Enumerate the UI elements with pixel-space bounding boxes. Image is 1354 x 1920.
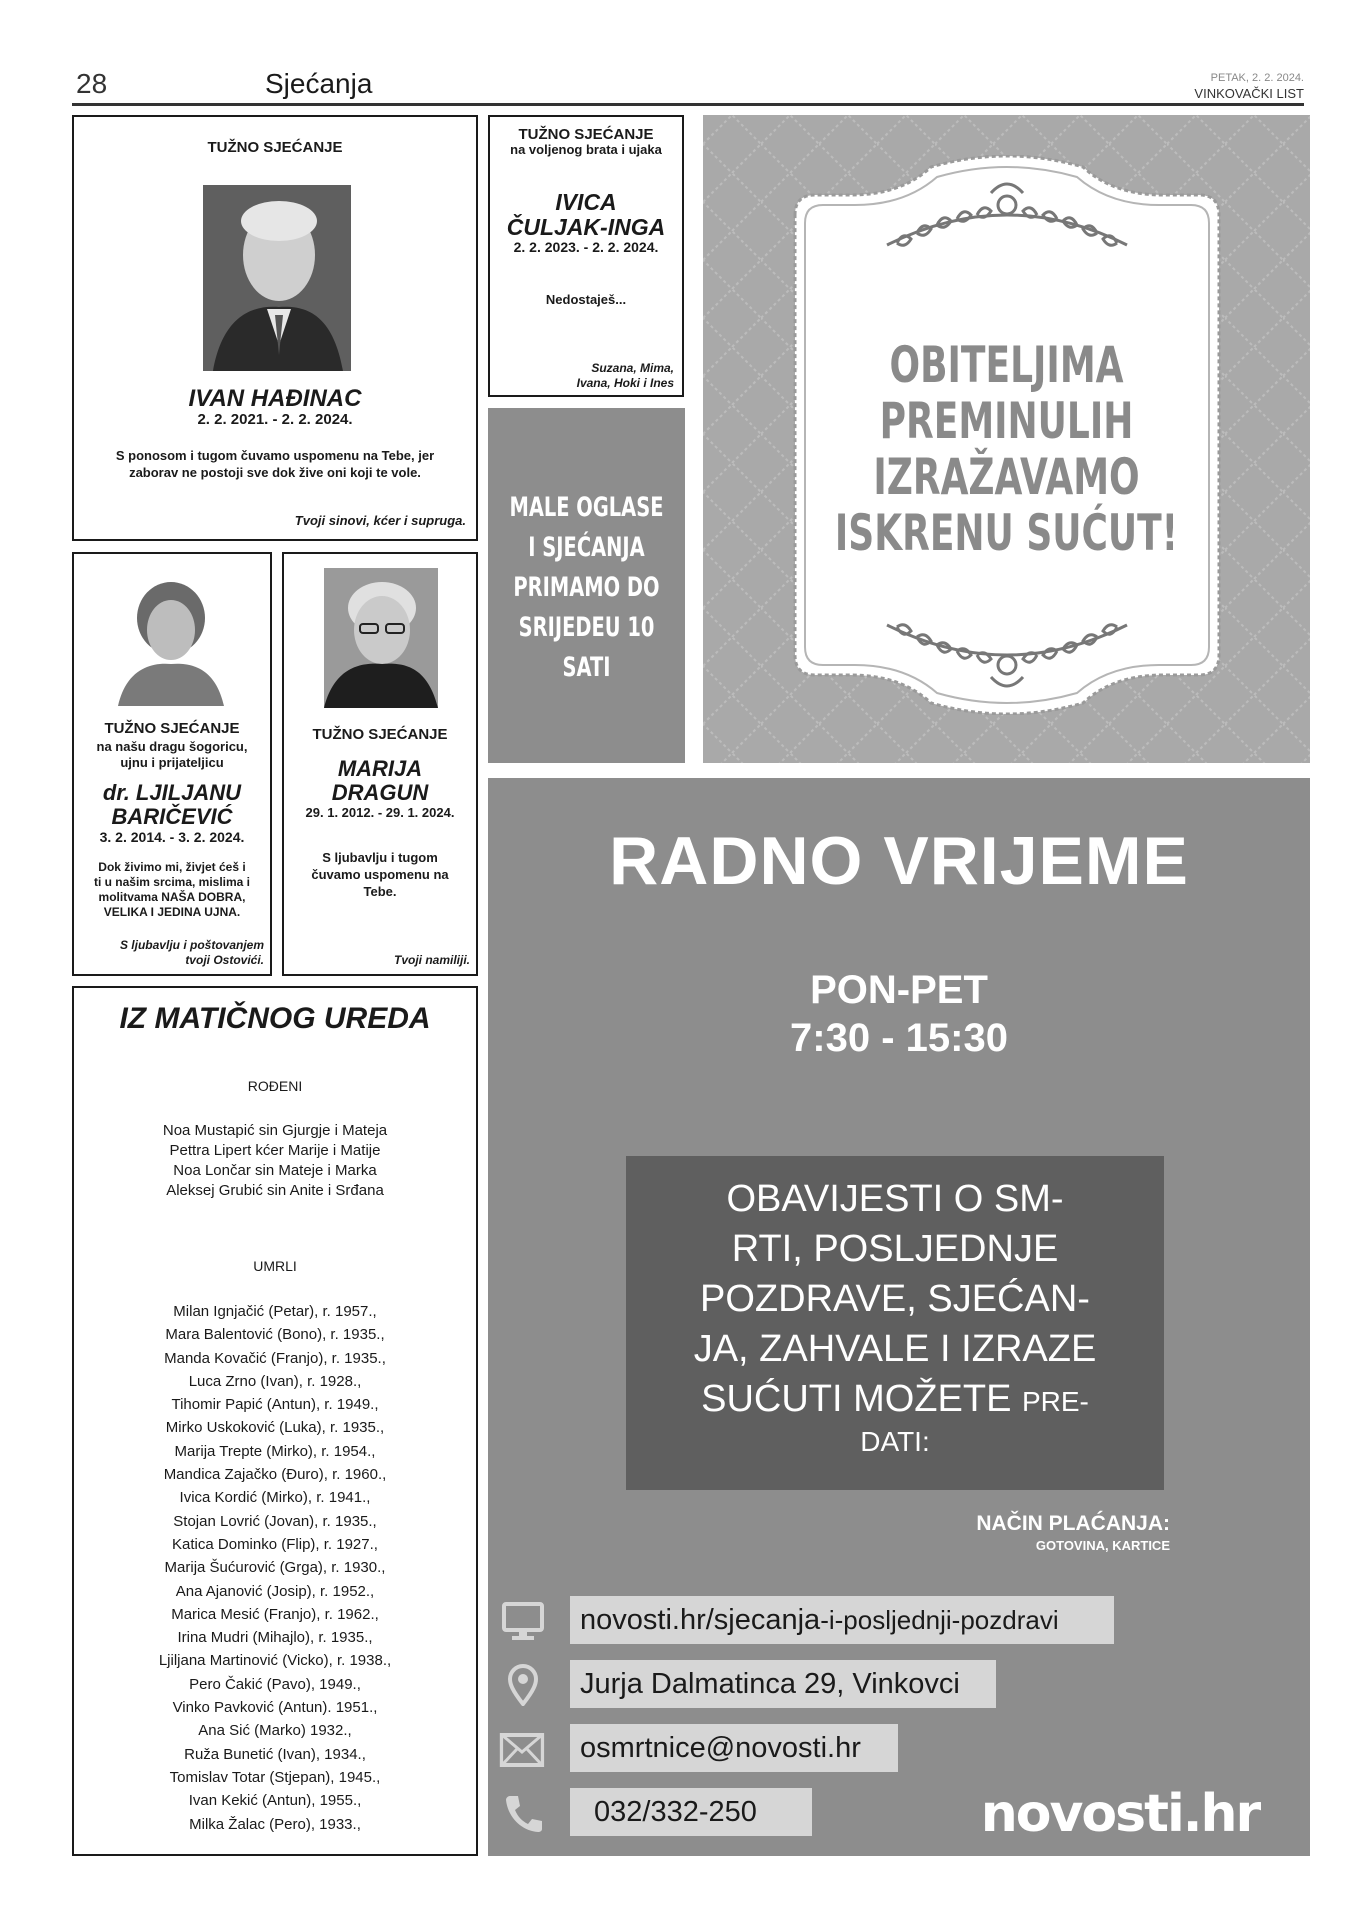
novosti-logo: novosti.hr <box>980 1784 1260 1844</box>
notice-heading: TUŽNO SJEĆANJE <box>518 126 654 143</box>
notice-line5a: SUĆUTI MOŽETE <box>701 1378 1012 1420</box>
registry-title: IZ MATIČNOG UREDA <box>119 1002 431 1035</box>
office-days: PON-PET <box>810 968 988 1012</box>
memorial-text-line3: Tebe. <box>363 884 397 899</box>
condolence-banner <box>703 115 1310 763</box>
deadline-line3: PRIMAMO DO <box>513 572 660 603</box>
list-item: Mirko Uskoković (Luka), r. 1935., <box>165 1419 385 1437</box>
list-item: Ivica Kordić (Mirko), r. 1941., <box>179 1489 371 1507</box>
notice-line2: RTI, POSLJEDNJE <box>731 1228 1059 1270</box>
phone-number[interactable]: 032/332-250 <box>570 1788 812 1836</box>
monitor-icon <box>500 1600 546 1642</box>
list-item: Manda Kovačić (Franjo), r. 1935., <box>164 1349 386 1367</box>
life-dates: 3. 2. 2014. - 3. 2. 2024. <box>99 829 245 845</box>
list-item: Vinko Pavković (Antun). 1951., <box>172 1699 378 1717</box>
notice-ivica-culjak <box>488 115 684 397</box>
issue-date: PETAK, 2. 2. 2024. <box>1210 72 1304 84</box>
notice-line5 <box>626 1378 1164 1421</box>
list-item: Marija Trepte (Mirko), r. 1954., <box>174 1442 376 1460</box>
condolence-line2: PREMINULIH <box>879 392 1134 450</box>
deceased-name-line1: dr. LJILJANU <box>102 780 242 805</box>
section-title: Sjećanja <box>265 68 373 99</box>
address-row <box>488 1660 1310 1710</box>
notice-line6: DATI: <box>860 1426 930 1457</box>
signature-line2: tvoji Ostovići. <box>185 953 264 967</box>
page-number: 28 <box>76 68 108 99</box>
notice-heading: TUŽNO SJEĆANJE <box>104 720 240 737</box>
email-row <box>488 1724 1310 1774</box>
address-text: Jurja Dalmatinca 29, Vinkovci <box>570 1660 996 1708</box>
notice-line3: POZDRAVE, SJEĆAN- <box>700 1278 1090 1320</box>
website-link-a: novosti.hr/sjecanja <box>580 1604 821 1636</box>
list-item: Katica Dominko (Flip), r. 1927., <box>172 1535 378 1553</box>
memorial-text: S ponosom i tugom čuvamo uspomenu na Tebe, jer zaborav ne postoji sve dok žive oni koji te vole. <box>115 448 435 480</box>
deadline-line4: SRIJEDEU 10 <box>518 612 655 643</box>
deceased-name-line1: IVICA <box>555 189 617 215</box>
died-list <box>74 1300 476 1836</box>
condolence-line4: ISKRENU SUĆUT! <box>834 504 1179 562</box>
deceased-name-line2: BARIČEVIĆ <box>111 804 233 829</box>
notice-sub2: ujnu i prijateljicu <box>120 755 224 770</box>
memorial-text: Nedostaješ... <box>545 292 627 307</box>
deceased-name-line1: MARIJA <box>337 756 423 781</box>
list-item: Ana Ajanović (Josip), r. 1952., <box>175 1582 375 1600</box>
list-item: Milka Žalac (Pero), 1933., <box>189 1815 361 1833</box>
person-photo-icon <box>114 574 228 706</box>
email-link[interactable]: osmrtnice@novosti.hr <box>570 1724 898 1772</box>
deadline-line1: MALE OGLASE <box>509 492 664 523</box>
payment-methods: GOTOVINA, KARTICE <box>1035 1538 1170 1553</box>
notice-heading: TUŽNO SJEĆANJE <box>207 139 343 156</box>
deceased-name-line2: ČULJAK-INGA <box>506 214 666 240</box>
condolence-line1: OBITELJIMA <box>889 336 1124 394</box>
memorial-text-line3: molitvama NAŠA DOBRA, <box>98 890 246 904</box>
payment-label: NAČIN PLAĆANJA: <box>976 1512 1170 1535</box>
notice-ljiljana-baricevic <box>72 552 272 976</box>
notice-heading: TUŽNO SJEĆANJE <box>312 726 448 743</box>
portrait-photo <box>324 568 438 708</box>
born-heading: ROĐENI <box>247 1078 303 1094</box>
office-title: RADNO VRIJEME <box>609 823 1189 899</box>
memorial-text-line2: ti u našim srcima, mislima i <box>93 875 251 889</box>
list-item: Stojan Lovrić (Jovan), r. 1935., <box>173 1512 377 1530</box>
notice-line5b: PRE- <box>1021 1386 1089 1417</box>
list-item: Marija Šućurović (Grga), r. 1930., <box>164 1559 386 1577</box>
signature-line1: Suzana, Mima, <box>591 361 674 375</box>
condolence-line3: IZRAŽAVAMO <box>873 448 1140 506</box>
person-photo-icon <box>324 568 438 708</box>
website-link[interactable] <box>570 1596 1114 1644</box>
memorial-text-line4: VELIKA I JEDINA UJNA. <box>103 905 241 919</box>
list-item: Mandica Zajačko (Đuro), r. 1960., <box>163 1466 387 1484</box>
notice-marija-dragun <box>282 552 478 976</box>
signature-line2: Ivana, Hoki i Ines <box>576 376 674 390</box>
notice-line4: JA, ZAHVALE I IZRAZE <box>693 1328 1097 1370</box>
born-list <box>74 1121 476 1201</box>
notice-dark-box <box>626 1156 1164 1490</box>
list-item: Pero Čakić (Pavo), 1949., <box>189 1675 361 1693</box>
envelope-icon <box>494 1728 550 1770</box>
website-row <box>488 1596 1310 1646</box>
life-dates: 2. 2. 2021. - 2. 2. 2024. <box>197 411 353 428</box>
notice-sub1: na našu dragu šogoricu, <box>96 739 248 754</box>
portrait-photo <box>114 574 228 706</box>
website-link-b: -i-posljednji-pozdravi <box>820 1605 1059 1635</box>
location-pin-icon <box>500 1664 546 1706</box>
list-item: Noa Lončar sin Mateje i Marka <box>173 1162 377 1179</box>
memorial-text-line1: Dok živimo mi, živjet ćeš i <box>98 860 246 874</box>
deceased-name: IVAN HAĐINAC <box>188 385 362 412</box>
died-heading: UMRLI <box>253 1258 297 1274</box>
list-item: Marica Mesić (Franjo), r. 1962., <box>171 1605 379 1623</box>
list-item: Aleksej Grubić sin Anite i Srđana <box>166 1182 384 1199</box>
list-item: Noa Mustapić sin Gjurgje i Mateja <box>162 1122 388 1139</box>
list-item: Ruža Bunetić (Ivan), 1934., <box>184 1745 366 1763</box>
office-hours: 7:30 - 15:30 <box>790 1016 1008 1060</box>
portrait-photo <box>203 185 351 371</box>
life-dates: 29. 1. 2012. - 29. 1. 2024. <box>305 805 455 820</box>
deceased-name-line2: DRAGUN <box>331 780 429 805</box>
publication-name: VINKOVAČKI LIST <box>1194 86 1304 101</box>
list-item: Ljiljana Martinović (Vicko), r. 1938., <box>158 1652 392 1670</box>
phone-icon <box>500 1792 546 1834</box>
list-item: Irina Mudri (Mihajlo), r. 1935., <box>177 1629 373 1647</box>
list-item: Tihomir Papić (Antun), r. 1949., <box>171 1396 379 1414</box>
notice-subheading: na voljenog brata i ujaka <box>510 142 662 157</box>
signature: Tvoji sinovi, kćer i supruga. <box>294 513 466 528</box>
deadline-line5: SATI <box>562 652 611 683</box>
list-item: Mara Balentović (Bono), r. 1935., <box>165 1326 385 1344</box>
memorial-text-line1: S ljubavlju i tugom <box>322 850 438 865</box>
office-panel <box>488 778 1310 1856</box>
list-item: Ana Sić (Marko) 1932., <box>198 1722 352 1740</box>
registry-box <box>72 986 478 1856</box>
list-item: Luca Zrno (Ivan), r. 1928., <box>188 1372 362 1390</box>
signature-line1: S ljubavlju i poštovanjem <box>119 938 264 952</box>
page-header <box>72 68 1304 106</box>
signature: Tvoji namiliji. <box>393 953 470 967</box>
list-item: Ivan Kekić (Antun), 1955., <box>188 1792 362 1810</box>
notice-line1: OBAVIJESTI O SM- <box>726 1178 1064 1220</box>
list-item: Milan Ignjačić (Petar), r. 1957., <box>173 1303 377 1320</box>
life-dates: 2. 2. 2023. - 2. 2. 2024. <box>513 239 659 255</box>
person-photo-icon <box>203 185 351 371</box>
list-item: Pettra Lipert kćer Marije i Matije <box>169 1142 381 1159</box>
notice-ivan-hadjinac <box>72 115 478 541</box>
deadline-box <box>488 408 685 763</box>
deadline-line2: I SJEĆANJA <box>528 532 645 563</box>
memorial-text-line2: čuvamo uspomenu na <box>311 867 449 882</box>
list-item: Tomislav Totar (Stjepan), 1945., <box>169 1768 381 1786</box>
